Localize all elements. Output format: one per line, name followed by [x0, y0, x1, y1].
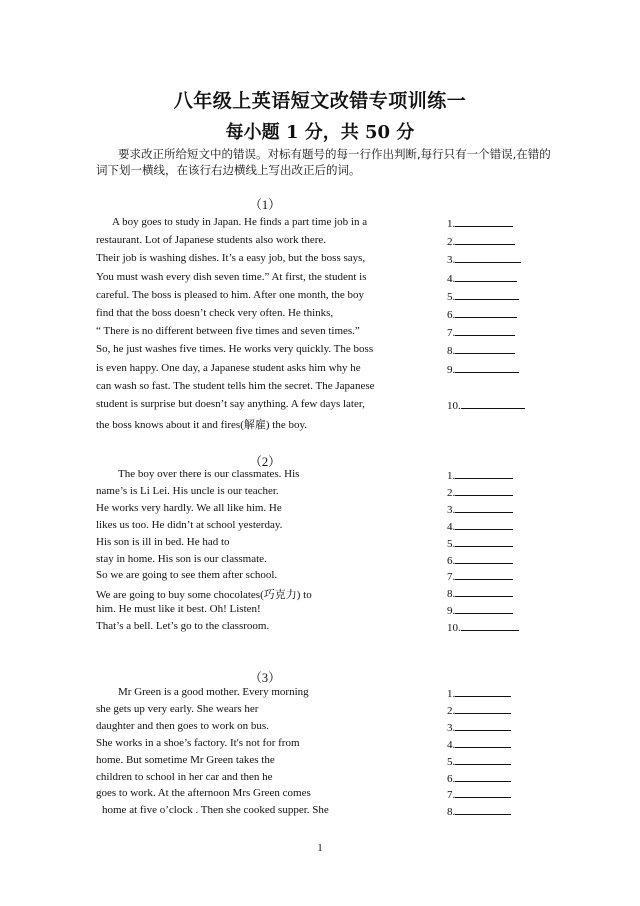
- answer-blank[interactable]: [447, 519, 513, 533]
- passage-line: she gets up very early. She wears her: [96, 702, 259, 715]
- answer-number: 10.: [447, 622, 461, 635]
- answer-blank[interactable]: [447, 485, 513, 499]
- answer-number: 1.: [447, 218, 456, 230]
- answer-blank[interactable]: [447, 398, 525, 412]
- passage-line: His son is ill in bed. He had to: [96, 535, 230, 548]
- passage-line: That’s a bell. Let’s go to the classroom.: [96, 620, 270, 633]
- section-heading: （3）: [249, 671, 281, 685]
- passage-line: the boss knows about it and fires(解雇) the boy.: [96, 419, 308, 432]
- answer-underline[interactable]: [455, 271, 517, 282]
- answer-number: 5.: [447, 537, 456, 550]
- passage-line: name’s is Li Lei. His uncle is our teacher.: [96, 484, 279, 497]
- answer-number: 8.: [447, 588, 456, 601]
- answer-number: 6.: [447, 554, 456, 567]
- answer-blank[interactable]: [447, 603, 513, 617]
- answer-blank[interactable]: [447, 686, 511, 700]
- answer-number: 3.: [447, 254, 456, 267]
- passage-line: She works in a shoe’s factory. It's not for from: [96, 736, 300, 749]
- passage-line: student is surprise but doesn’t say anything. A few days later,: [96, 398, 365, 410]
- passage-line: You must wash every dish seven time.” At first, the student is: [96, 270, 367, 283]
- page-number: 1: [317, 842, 323, 854]
- answer-blank[interactable]: [447, 234, 515, 248]
- answer-underline[interactable]: [455, 804, 511, 815]
- answer-underline[interactable]: [455, 720, 511, 731]
- answer-blank[interactable]: [447, 536, 513, 550]
- passage-line: stay in home. His son is our classmate.: [96, 552, 267, 565]
- answer-number: 7.: [447, 327, 456, 340]
- passage-line: We are going to buy some chocolates(巧克力) to: [96, 589, 312, 602]
- answer-number: 7.: [447, 571, 456, 584]
- answer-number: 9.: [447, 363, 456, 376]
- answer-underline[interactable]: [455, 536, 513, 547]
- passage-line: He works very hardly. We all like him. He: [96, 501, 282, 514]
- passage-line: home. But sometime Mr Green takes the: [96, 753, 275, 766]
- answer-number: 5.: [447, 755, 456, 768]
- answer-underline[interactable]: [461, 620, 519, 631]
- page-subtitle: 每小题 1 分，共 50 分: [225, 122, 415, 143]
- answer-number: 1.: [447, 470, 456, 482]
- answer-blank[interactable]: [447, 754, 511, 768]
- answer-blank[interactable]: [447, 703, 511, 717]
- answer-underline[interactable]: [455, 519, 513, 530]
- answer-underline[interactable]: [455, 703, 511, 714]
- answer-blank[interactable]: [447, 252, 521, 266]
- answer-underline[interactable]: [455, 252, 521, 263]
- answer-underline[interactable]: [461, 398, 525, 409]
- answer-number: 5.: [447, 290, 456, 303]
- answer-underline[interactable]: [455, 362, 519, 373]
- answer-blank[interactable]: [447, 502, 513, 516]
- passage-line: is even happy. One day, a Japanese student asks him why he: [96, 361, 361, 374]
- answer-underline[interactable]: [455, 468, 513, 479]
- passage-line: him. He must like it best. Oh! Listen!: [96, 603, 261, 616]
- passage-line: Their job is washing dishes. It’s a easy job, but the boss says,: [96, 252, 366, 265]
- answer-number: 2.: [447, 486, 456, 499]
- answer-number: 3.: [447, 721, 456, 734]
- passage-line: Mr Green is a good mother. Every morning: [118, 686, 309, 698]
- answer-number: 4.: [447, 520, 456, 533]
- answer-blank[interactable]: [447, 737, 511, 751]
- answer-number: 1.: [447, 688, 456, 700]
- passage-line: “ There is no different between five times and seven times.”: [96, 325, 360, 338]
- passage-line: So we are going to see them after school.: [96, 569, 278, 582]
- passage-line: A boy goes to study in Japan. He finds a part time job in a: [112, 216, 368, 228]
- answer-underline[interactable]: [455, 343, 515, 354]
- passage-line: home at five o’clock . Then she cooked supper. She: [102, 804, 329, 817]
- answer-blank[interactable]: [447, 468, 513, 482]
- answer-number: 10.: [447, 400, 461, 412]
- answer-blank[interactable]: [447, 343, 515, 357]
- answer-blank[interactable]: [447, 289, 519, 303]
- answer-number: 7.: [447, 789, 456, 802]
- answer-underline[interactable]: [455, 737, 511, 748]
- answer-underline[interactable]: [455, 754, 511, 765]
- passage-line: can wash so fast. The student tells him the secret. The Japanese: [96, 379, 375, 392]
- answer-blank[interactable]: [447, 307, 517, 321]
- answer-underline[interactable]: [455, 603, 513, 614]
- answer-number: 8.: [447, 806, 456, 819]
- answer-blank[interactable]: [447, 362, 519, 376]
- passage-line: children to school in her car and then he: [96, 770, 273, 783]
- answer-blank[interactable]: [447, 271, 517, 285]
- answer-underline[interactable]: [455, 787, 511, 798]
- answer-number: 2.: [447, 704, 456, 717]
- answer-underline[interactable]: [455, 686, 511, 697]
- answer-blank[interactable]: [447, 787, 511, 801]
- answer-underline[interactable]: [455, 307, 517, 318]
- passage-line: So, he just washes five times. He works very quickly. The boss: [96, 343, 374, 356]
- answer-blank[interactable]: [447, 569, 513, 583]
- answer-underline[interactable]: [455, 325, 515, 336]
- answer-blank[interactable]: [447, 586, 513, 600]
- passage-line: careful. The boss is pleased to him. After one month, the boy: [96, 288, 365, 301]
- instructions: 要求改正所给短文中的错误。对标有题号的每一行作出判断,每行只有一个错误,在错的词下划一横线，在该行右边横线上写出改正后的词。: [96, 147, 551, 177]
- answer-blank[interactable]: [447, 620, 519, 634]
- section-heading: （1）: [249, 198, 281, 212]
- answer-underline[interactable]: [455, 586, 513, 597]
- answer-number: 6.: [447, 309, 456, 321]
- answer-underline[interactable]: [455, 234, 515, 245]
- answer-blank[interactable]: [447, 216, 513, 230]
- answer-number: 4.: [447, 272, 456, 285]
- answer-number: 4.: [447, 738, 456, 751]
- answer-underline[interactable]: [455, 289, 519, 300]
- passage-line: goes to work. At the afternoon Mrs Green comes: [96, 787, 311, 800]
- answer-number: 8.: [447, 345, 456, 358]
- passage-line: restaurant. Lot of Japanese students also work there.: [96, 234, 327, 247]
- answer-number: 9.: [447, 605, 456, 618]
- answer-blank[interactable]: [447, 553, 513, 567]
- answer-underline[interactable]: [455, 502, 513, 513]
- answer-number: 2.: [447, 236, 456, 249]
- answer-number: 3.: [447, 503, 456, 516]
- passage-line: find that the boss doesn’t check very often. He thinks,: [96, 307, 334, 319]
- page-title: 八年级上英语短文改错专项训练一: [173, 90, 467, 112]
- answer-underline[interactable]: [455, 485, 513, 496]
- passage-line: The boy over there is our classmates. His: [118, 468, 300, 480]
- answer-blank[interactable]: [447, 720, 511, 734]
- answer-number: 6.: [447, 772, 456, 785]
- passage-line: likes us too. He didn’t at school yesterday.: [96, 518, 283, 531]
- answer-blank[interactable]: [447, 325, 515, 339]
- answer-underline[interactable]: [455, 569, 513, 580]
- answer-underline[interactable]: [455, 553, 513, 564]
- passage-line: daughter and then goes to work on bus.: [96, 719, 269, 732]
- answer-underline[interactable]: [455, 216, 513, 227]
- answer-underline[interactable]: [455, 771, 511, 782]
- section-heading: （2）: [249, 455, 281, 469]
- answer-blank[interactable]: [447, 771, 511, 785]
- answer-blank[interactable]: [447, 804, 511, 818]
